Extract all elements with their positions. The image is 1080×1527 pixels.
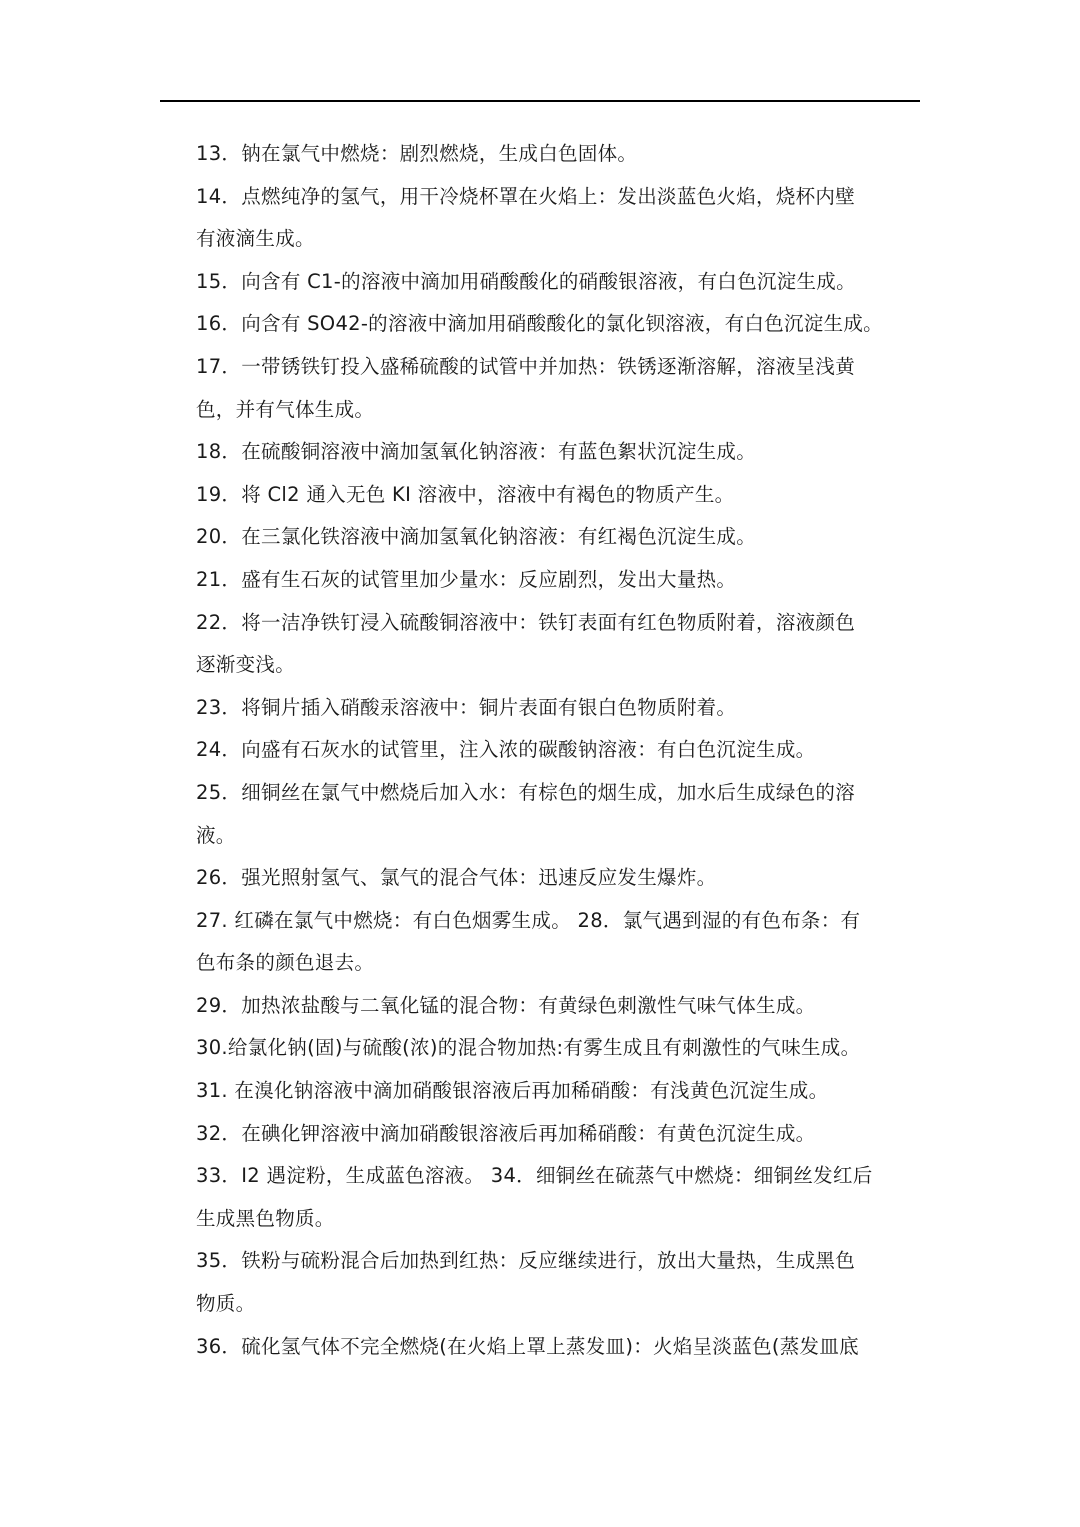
text-line: 19．将 Cl2 通入无色 KI 溶液中，溶液中有褐色的物质产生。 (196, 482, 735, 506)
document-body (196, 133, 920, 1368)
text-line: 色布条的颜色退去。 (196, 951, 375, 975)
text-line: 生成黑色物质。 (196, 1206, 335, 1230)
text-line: 29．加热浓盐酸与二氧化锰的混合物：有黄绿色刺激性气味气体生成。 (196, 993, 816, 1017)
text-line: 物质。 (196, 1292, 256, 1316)
text-line: 25．细铜丝在氯气中燃烧后加入水：有棕色的烟生成，加水后生成绿色的溶 (196, 780, 856, 804)
text-line: 24．向盛有石灰水的试管里，注入浓的碳酸钠溶液：有白色沉淀生成。 (196, 738, 816, 762)
text-line: 17．一带锈铁钉投入盛稀硫酸的试管中并加热：铁锈逐渐溶解，溶液呈浅黄 (196, 354, 856, 378)
text-line: 液。 (196, 823, 236, 847)
text-line: 36．硫化氢气体不完全燃烧(在火焰上罩上蒸发皿)：火焰呈淡蓝色(蒸发皿底 (196, 1334, 859, 1358)
text-line: 18．在硫酸铜溶液中滴加氢氧化钠溶液：有蓝色絮状沉淀生成。 (196, 440, 757, 464)
text-line: 26．强光照射氢气、氯气的混合气体：迅速反应发生爆炸。 (196, 866, 717, 890)
text-line: 21．盛有生石灰的试管里加少量水：反应剧烈，发出大量热。 (196, 567, 737, 591)
text-line: 16．向含有 SO42-的溶液中滴加用硝酸酸化的氯化钡溶液，有白色沉淀生成。 (196, 312, 883, 336)
text-line: 14．点燃纯净的氢气，用干冷烧杯罩在火焰上：发出淡蓝色火焰，烧杯内壁 (196, 184, 856, 208)
text-line: 33．I2 遇淀粉，生成蓝色溶液。 34．细铜丝在硫蒸气中燃烧：细铜丝发红后 (196, 1164, 873, 1188)
text-line: 31. 在溴化钠溶液中滴加硝酸银溶液后再加稀硝酸：有浅黄色沉淀生成。 (196, 1079, 829, 1103)
text-line: 27. 红磷在氯气中燃烧：有白色烟雾生成。 28．氯气遇到湿的有色布条：有 (196, 908, 861, 932)
text-line: 有液滴生成。 (196, 227, 315, 251)
text-line: 20．在三氯化铁溶液中滴加氢氧化钠溶液：有红褐色沉淀生成。 (196, 525, 757, 549)
text-line: 23．将铜片插入硝酸汞溶液中：铜片表面有银白色物质附着。 (196, 695, 737, 719)
header-rule (160, 100, 920, 102)
text-line: 35．铁粉与硫粉混合后加热到红热：反应继续进行，放出大量热，生成黑色 (196, 1249, 856, 1273)
text-line: 30.给氯化钠(固)与硫酸(浓)的混合物加热:有雾生成且有刺激性的气味生成。 (196, 1036, 861, 1060)
text-line: 逐渐变浅。 (196, 653, 296, 677)
text-line: 22．将一洁净铁钉浸入硫酸铜溶液中：铁钉表面有红色物质附着，溶液颜色 (196, 610, 856, 634)
text-line: 15．向含有 C1-的溶液中滴加用硝酸酸化的硝酸银溶液，有白色沉淀生成。 (196, 269, 856, 293)
text-line: 13．钠在氯气中燃烧：剧烈燃烧，生成白色固体。 (196, 142, 638, 165)
text-line: 色，并有气体生成。 (196, 397, 375, 421)
text-line: 32．在碘化钾溶液中滴加硝酸银溶液后再加稀硝酸：有黄色沉淀生成。 (196, 1121, 816, 1145)
